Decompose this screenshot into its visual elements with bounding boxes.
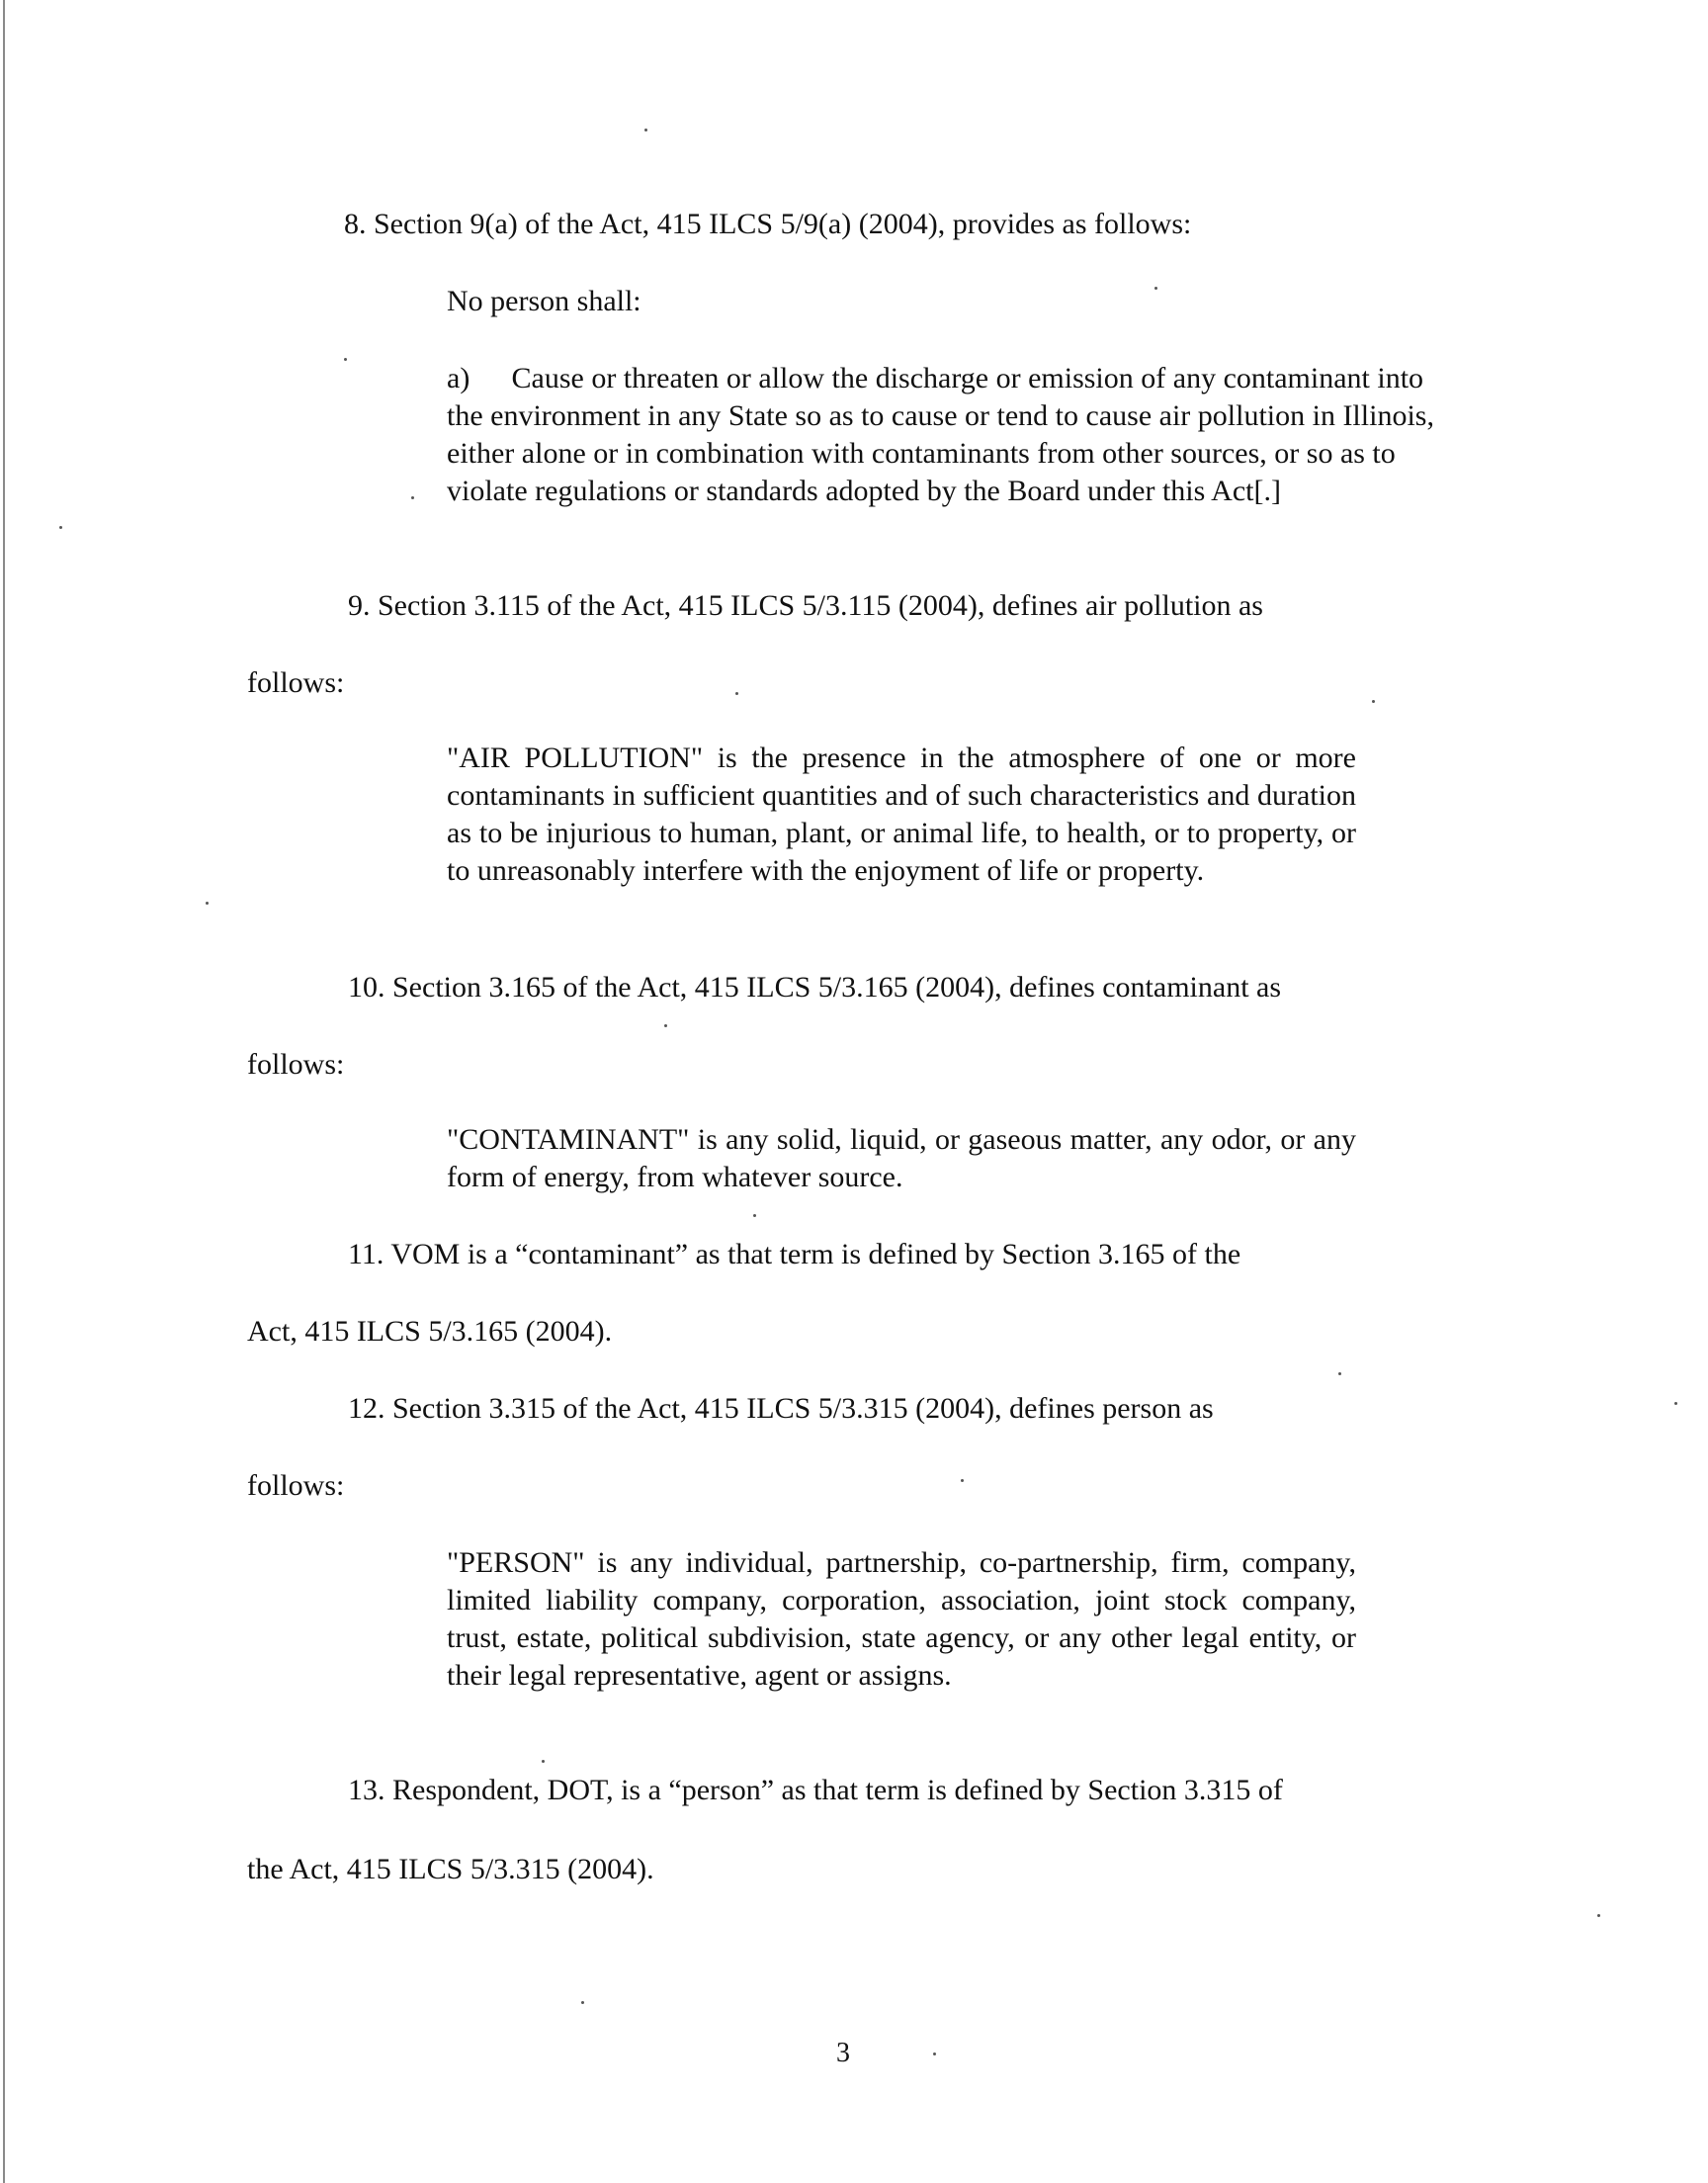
scan-speck [753, 1214, 756, 1217]
scan-speck [206, 902, 209, 905]
scan-speck [1372, 700, 1375, 703]
paragraph-10-follows: follows: [247, 1048, 345, 1081]
air-pollution-definition: "AIR POLLUTION" is the presence in the atmosphere of one or more contaminants in sufficient quantities and of such characteristics and duration as to be injurious to human, plant, or animal life, to health, or to property, or to unreasonably interfere with the enjoyment of life or property. [447, 742, 1356, 887]
clause-label: a) [447, 362, 470, 394]
scan-speck [542, 1760, 545, 1763]
scan-speck [644, 129, 647, 131]
scan-speck [1674, 1402, 1677, 1405]
paragraph-11-line-2: Act, 415 ILCS 5/3.165 (2004). [247, 1315, 613, 1348]
paragraph-12-intro: 12. Section 3.315 of the Act, 415 ILCS 5/3.315 (2004), defines person as [348, 1392, 1214, 1425]
page-left-edge [3, 0, 5, 2183]
scan-speck [735, 692, 738, 695]
scan-speck [581, 2001, 584, 2004]
paragraph-13-line-2: the Act, 415 ILCS 5/3.315 (2004). [247, 1853, 654, 1885]
scan-speck [664, 1024, 667, 1027]
scan-speck [1597, 1914, 1600, 1917]
paragraph-10-intro: 10. Section 3.165 of the Act, 415 ILCS 5/3.165 (2004), defines contaminant as [348, 971, 1282, 1004]
paragraph-8-quote-heading: No person shall: [447, 285, 641, 317]
clause-text: Cause or threaten or allow the discharge or emission of any contaminant into the environment in any State so as to cause or tend to cause air pollution in Illinois, either alone or in combination with contaminants from other sources, or so as to violate regulations or standards adopted by the Board under this Act[.] [447, 362, 1434, 507]
scan-speck [1338, 1372, 1341, 1375]
paragraph-11-line-1: 11. VOM is a “contaminant” as that term is defined by Section 3.165 of the [348, 1238, 1241, 1270]
paragraph-13-line-1: 13. Respondent, DOT, is a “person” as that term is defined by Section 3.315 of [348, 1774, 1283, 1806]
person-definition: "PERSON" is any individual, partnership, co-partnership, firm, company, limited liability company, corporation, association, joint stock company, trust, estate, political subdivision, state agency, or any other legal entity, or their legal representative, agent or assigns. [447, 1546, 1356, 1692]
scan-speck [344, 358, 347, 361]
scan-speck [933, 2052, 936, 2055]
paragraph-9-intro: 9. Section 3.115 of the Act, 415 ILCS 5/3.115 (2004), defines air pollution as [348, 589, 1263, 622]
scan-speck [411, 496, 414, 499]
page-number: 3 [836, 2038, 850, 2068]
scan-speck [1154, 287, 1157, 290]
paragraph-8-clause [447, 360, 1435, 510]
scan-speck [59, 526, 62, 529]
paragraph-9-follows: follows: [247, 666, 345, 699]
scan-speck [961, 1479, 964, 1482]
paragraph-8-intro: 8. Section 9(a) of the Act, 415 ILCS 5/9(a) (2004), provides as follows: [344, 208, 1192, 240]
paragraph-12-follows: follows: [247, 1469, 345, 1502]
contaminant-definition: "CONTAMINANT" is any solid, liquid, or gaseous matter, any odor, or any form of energy, from whatever source. [447, 1123, 1356, 1193]
